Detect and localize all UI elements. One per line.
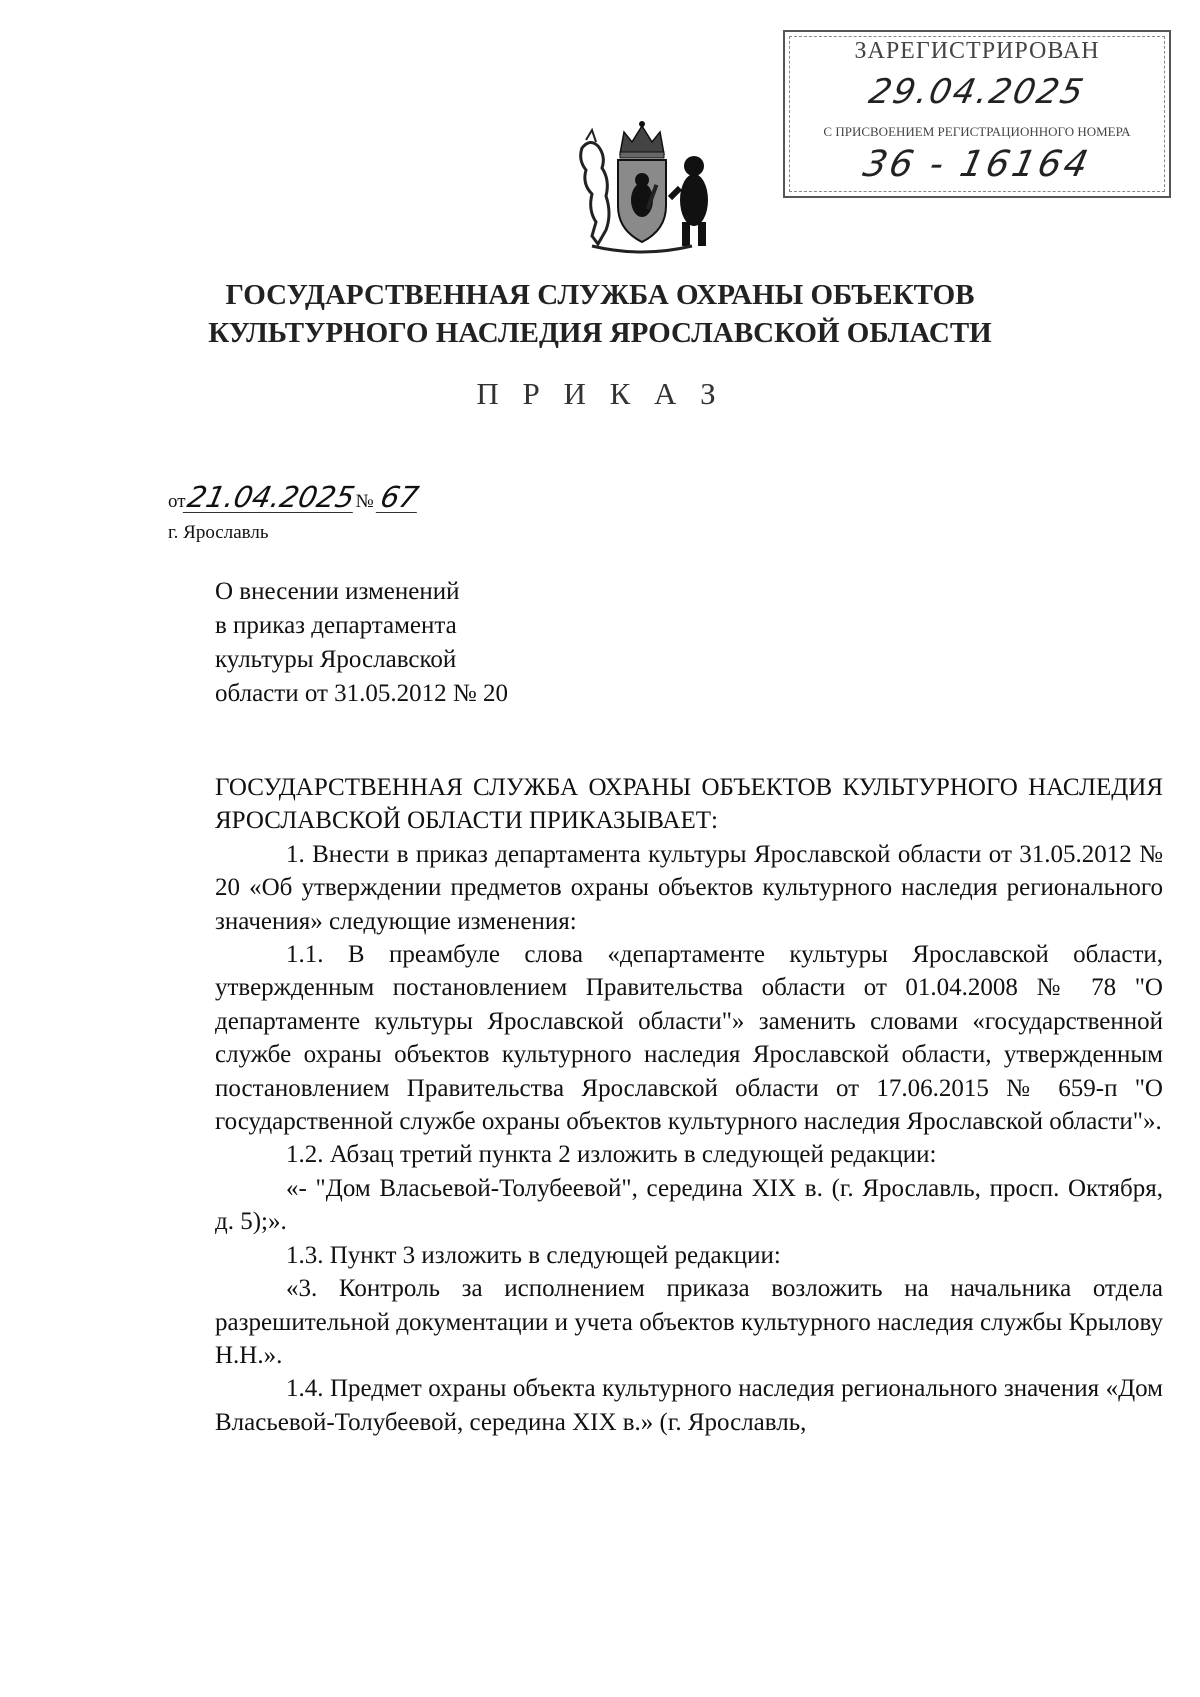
subject-line: в приказ департамента bbox=[215, 612, 457, 639]
number-label: № bbox=[355, 491, 374, 512]
order-subject bbox=[215, 575, 508, 711]
paragraph-1: 1. Внести в приказ департамента культуры Ярославской области от 31.05.2012 № 20 «Об утверждении предметов охраны объектов культурного наследия регионального значения» следующие изменения: bbox=[215, 840, 1163, 935]
order-body bbox=[215, 771, 1163, 1439]
subject-line: культуры Ярославской bbox=[215, 646, 457, 673]
city: г. Ярославль bbox=[168, 522, 269, 543]
subject-line: О внесении изменений bbox=[215, 578, 460, 605]
paragraph-1-3: 1.3. Пункт 3 изложить в следующей редакции: bbox=[286, 1241, 781, 1269]
preamble: ГОСУДАРСТВЕННАЯ СЛУЖБА ОХРАНЫ ОБЪЕКТОВ КУЛЬТУРНОГО НАСЛЕДИЯ ЯРОСЛАВСКОЙ ОБЛАСТИ ПРИКАЗЫВАЕТ: bbox=[215, 774, 1163, 835]
paragraph-1-2-quote: «- "Дом Власьевой-Толубеевой", середина XIX в. (г. Ярославль, просп. Октября, д. 5);». bbox=[215, 1174, 1163, 1236]
stamp-registration-number: 36 - 16164 bbox=[859, 144, 1095, 185]
yaroslavl-coat-of-arms-icon bbox=[562, 118, 722, 258]
paragraph-1-3-quote: «3. Контроль за исполнением приказа возложить на начальника отдела разрешительной документации и учета объектов культурного наследия службы Крылову Н.Н.». bbox=[215, 1275, 1163, 1369]
paragraph-1-2: 1.2. Абзац третий пункта 2 изложить в следующей редакции: bbox=[286, 1141, 937, 1169]
organization-title-line-1: ГОСУДАРСТВЕННАЯ СЛУЖБА ОХРАНЫ ОБЪЕКТОВ bbox=[225, 279, 975, 311]
stamp-title: ЗАРЕГИСТРИРОВАН bbox=[854, 38, 1100, 64]
paragraph-1-4: 1.4. Предмет охраны объекта культурного наследия регионального значения «Дом Власьевой-Толубеевой, середина XIX в.» (г. Ярославль, bbox=[215, 1375, 1163, 1436]
stamp-subtitle: С ПРИСВОЕНИЕМ РЕГИСТРАЦИОННОГО НОМЕРА bbox=[823, 124, 1131, 139]
paragraph-1-1: 1.1. В преамбуле слова «департаменте культуры Ярославской области, утвержденным постановлением Правительства области от 01.04.2008 № 78 "О департаменте культуры Ярославской области"» заменить словами «государственной службе охраны объектов культурного наследия Ярославской области, утвержденным постановлением Правительства Ярославской области от 17.06.2015 № 659-п "О государственной службе охраны объектов культурного наследия Ярославской области"». bbox=[215, 941, 1163, 1136]
organization-title bbox=[100, 276, 1100, 352]
order-date-number bbox=[168, 480, 422, 514]
subject-line: области от 31.05.2012 № 20 bbox=[215, 680, 509, 707]
order-date: 21.04.2025 bbox=[184, 480, 358, 514]
organization-title-line-2: КУЛЬТУРНОГО НАСЛЕДИЯ ЯРОСЛАВСКОЙ ОБЛАСТИ bbox=[208, 317, 992, 349]
stamp-registration-date: 29.04.2025 bbox=[865, 72, 1089, 112]
date-label: от bbox=[168, 491, 186, 512]
registration-stamp bbox=[783, 30, 1171, 198]
order-number: 67 bbox=[376, 480, 422, 514]
document-type: П Р И К А З bbox=[476, 376, 724, 411]
